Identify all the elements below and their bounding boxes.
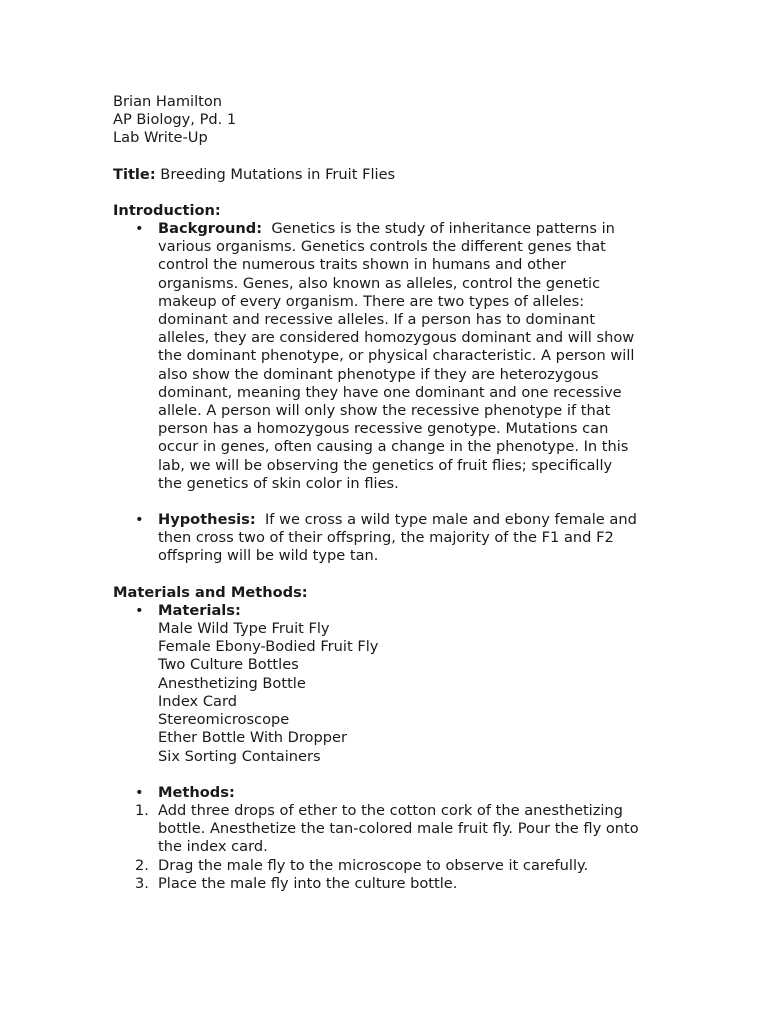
materials-methods-heading: Materials and Methods: xyxy=(113,583,308,601)
step-text-line: the index card. xyxy=(158,838,268,856)
material-item: Index Card xyxy=(158,692,237,710)
method-step xyxy=(113,875,653,893)
course-period: AP Biology, Pd. 1 xyxy=(113,111,237,129)
method-step xyxy=(113,857,653,875)
step-text-line: Drag the male fly to the microscope to observe it carefully. xyxy=(158,856,589,874)
text-line xyxy=(158,511,653,529)
background-label: Background: xyxy=(158,220,263,238)
text-line: control the numerous traits shown in humans and other xyxy=(158,256,566,274)
methods-list xyxy=(113,802,653,893)
step-text-line: bottle. Anesthetize the tan-colored male fruit fly. Pour the fly onto xyxy=(158,820,639,838)
materials-label: Materials: xyxy=(158,601,241,619)
material-item: Male Wild Type Fruit Fly xyxy=(158,620,330,638)
method-step xyxy=(113,802,653,857)
title-text: Breeding Mutations in Fruit Flies xyxy=(155,165,396,183)
material-item: Stereomicroscope xyxy=(158,711,290,729)
hypothesis-label: Hypothesis: xyxy=(158,511,256,529)
bullet-icon: • xyxy=(135,511,144,529)
hypothesis-text xyxy=(158,511,653,566)
text-line: occur in genes, often causing a change in the phenotype. In this xyxy=(158,438,629,456)
hypothesis-item xyxy=(113,511,653,566)
material-item: Female Ebony-Bodied Fruit Fly xyxy=(158,638,379,656)
text-line: the dominant phenotype, or physical characteristic. A person will xyxy=(158,347,635,365)
methods-label: Methods: xyxy=(158,783,235,801)
text-line: makeup of every organism. There are two types of alleles: xyxy=(158,292,585,310)
text-line xyxy=(158,220,653,238)
text-line: then cross two of their offspring, the majority of the F1 and F2 xyxy=(158,529,614,547)
text-line: also show the dominant phenotype if they are heterozygous xyxy=(158,365,599,383)
text-line: person has a homozygous recessive genotype. Mutations can xyxy=(158,420,609,438)
step-text-line: Place the male fly into the culture bottle. xyxy=(158,874,458,892)
introduction-heading: Introduction: xyxy=(113,201,221,219)
material-item: Six Sorting Containers xyxy=(158,747,321,765)
step-number: 2. xyxy=(135,856,149,874)
text-line: lab, we will be observing the genetics of fruit flies; specifically xyxy=(158,456,613,474)
text-line: organisms. Genes, also known as alleles, control the genetic xyxy=(158,274,601,292)
document-body xyxy=(113,93,653,893)
text-line: alleles, they are considered homozygous dominant and will show xyxy=(158,329,635,347)
material-item: Two Culture Bottles xyxy=(158,656,299,674)
bullet-icon: • xyxy=(135,783,144,801)
background-item xyxy=(113,220,653,493)
text-segment: If we cross a wild type male and ebony female and xyxy=(255,511,637,529)
step-number: 3. xyxy=(135,874,149,892)
author-name: Brian Hamilton xyxy=(113,93,223,110)
title-label: Title: xyxy=(113,165,156,183)
bullet-icon: • xyxy=(135,220,144,238)
materials-list xyxy=(158,620,653,766)
step-text-line: Add three drops of ether to the cotton cork of the anesthetizing xyxy=(158,801,623,819)
text-line: offspring will be wild type tan. xyxy=(158,547,379,565)
material-item: Ether Bottle With Dropper xyxy=(158,729,347,747)
text-line: dominant, meaning they have one dominant and one recessive xyxy=(158,383,622,401)
background-text xyxy=(158,220,653,493)
material-item: Anesthetizing Bottle xyxy=(158,674,306,692)
step-number: 1. xyxy=(135,801,149,819)
text-line: allele. A person will only show the recessive phenotype if that xyxy=(158,402,611,420)
text-line: various organisms. Genetics controls the different genes that xyxy=(158,238,606,256)
title-line xyxy=(113,166,653,184)
text-line: the genetics of skin color in flies. xyxy=(158,474,399,492)
methods-item xyxy=(113,784,653,802)
document-type: Lab Write-Up xyxy=(113,129,208,147)
text-segment: Genetics is the study of inheritance patterns in xyxy=(262,220,615,238)
bullet-icon: • xyxy=(135,601,144,619)
materials-item xyxy=(113,602,653,766)
text-line: dominant and recessive alleles. If a person has to dominant xyxy=(158,311,596,329)
